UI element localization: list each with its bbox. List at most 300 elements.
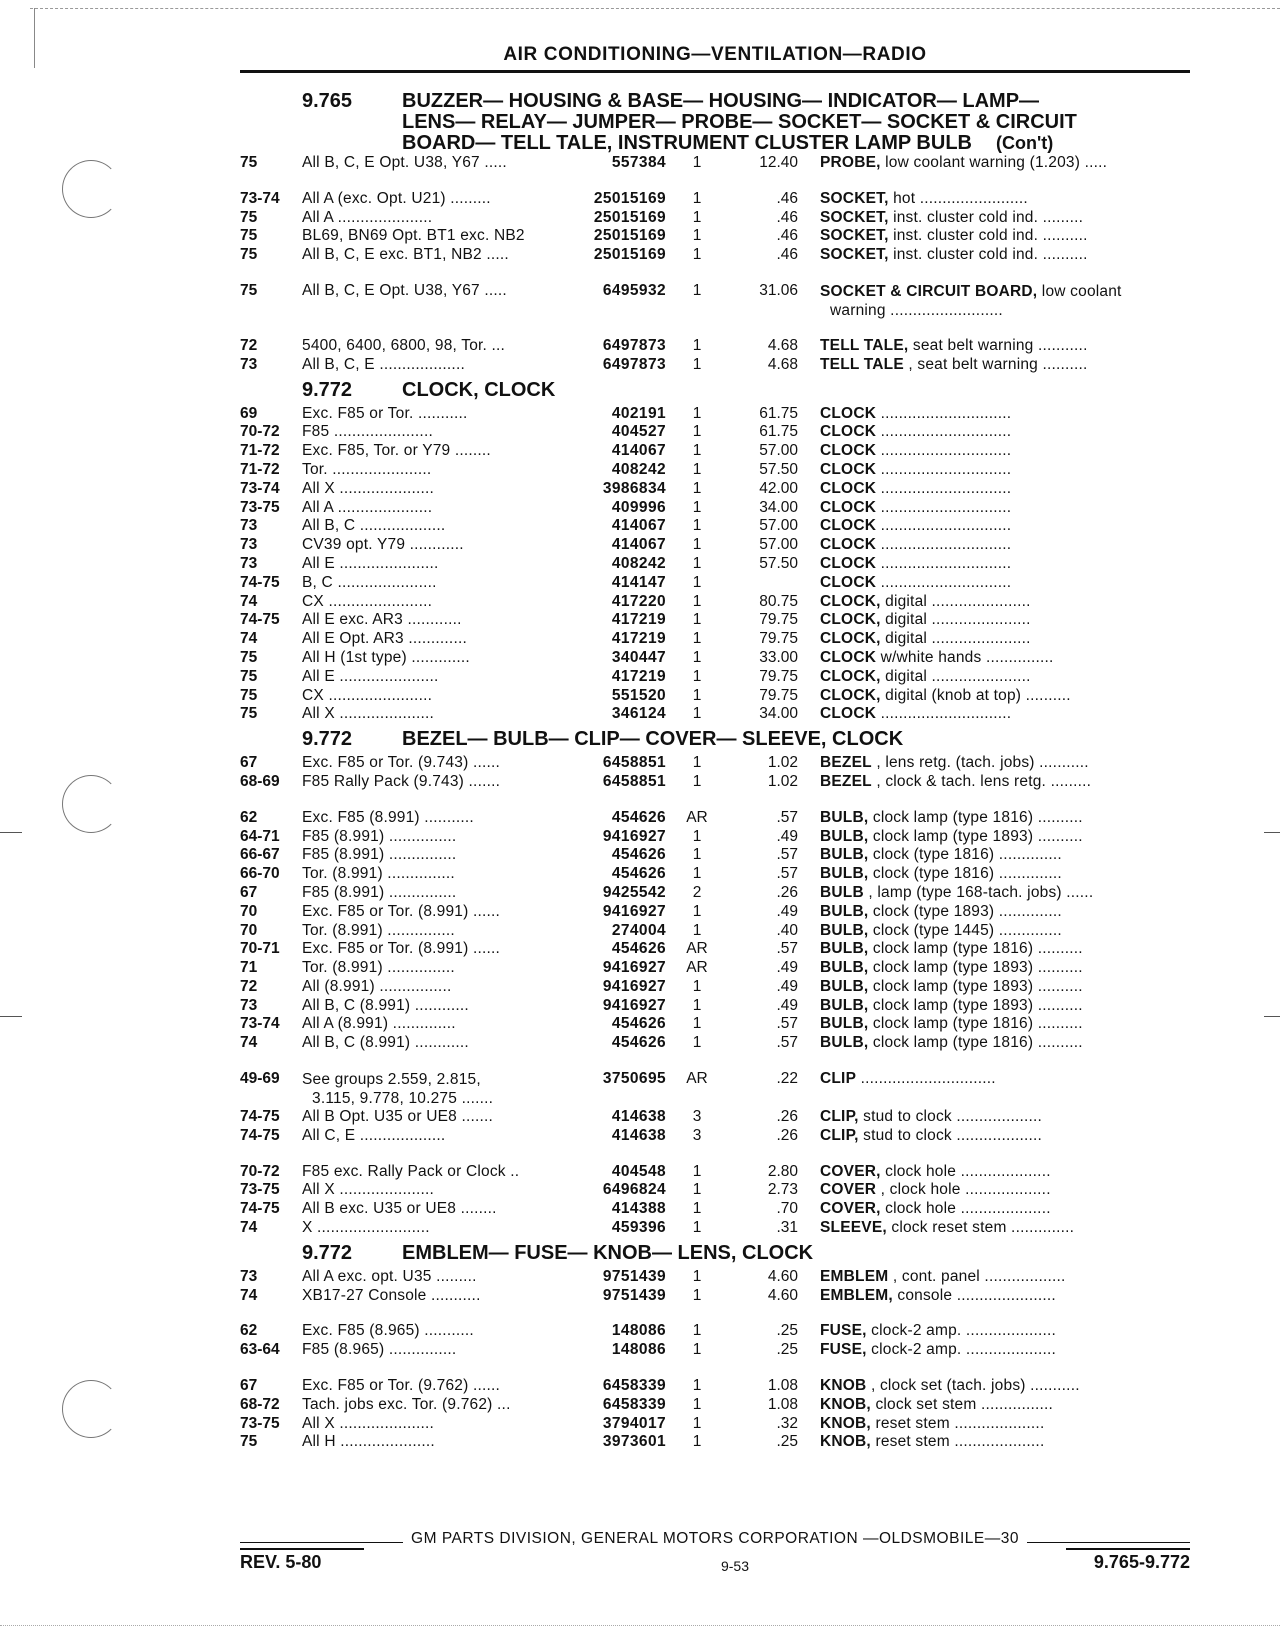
application xyxy=(302,209,570,228)
part-detail: , seat belt warning .......... xyxy=(903,355,1088,373)
model-year: 70-72 xyxy=(240,423,280,441)
table-row xyxy=(240,865,1190,884)
application xyxy=(302,1200,570,1219)
part-name: KNOB, xyxy=(820,1414,871,1432)
price: .40 xyxy=(776,921,798,939)
price xyxy=(716,574,798,593)
table-row xyxy=(240,190,1190,209)
price: .31 xyxy=(776,1219,798,1237)
block-spacer xyxy=(240,1305,1190,1322)
part-detail: reset stem .................... xyxy=(870,1433,1045,1451)
part-name: CLOCK, xyxy=(820,686,881,704)
quantity: 1 xyxy=(692,686,702,704)
part-number: 3986834 xyxy=(602,479,666,497)
quantity: 1 xyxy=(692,846,702,864)
group-number: 9.772 xyxy=(302,378,353,401)
table-row xyxy=(240,1268,1190,1287)
quantity: 1 xyxy=(692,1267,702,1285)
part-number: 417219 xyxy=(611,667,666,685)
part-detail: , lamp (type 168-tach. jobs) ...... xyxy=(863,883,1094,901)
quantity: 1 xyxy=(692,592,702,610)
description xyxy=(798,1396,1172,1415)
continued-label: (Con't) xyxy=(995,133,1054,153)
quantity: 1 xyxy=(692,827,702,845)
description xyxy=(798,1181,1172,1200)
part-name: CLOCK xyxy=(820,442,877,460)
part-detail: clock lamp (type 1893) .......... xyxy=(868,977,1083,995)
application-text: Exc. F85 or Tor. (8.991) ...... xyxy=(302,940,501,958)
part-name: KNOB, xyxy=(820,1395,871,1413)
description xyxy=(798,1377,1172,1396)
quantity: 1 xyxy=(692,554,702,572)
description xyxy=(798,1034,1172,1053)
application xyxy=(302,1181,570,1200)
application-text: F85 exc. Rally Pack or Clock .. xyxy=(302,1162,520,1180)
application xyxy=(302,1163,570,1182)
model-year: 73-75 xyxy=(240,1414,280,1432)
model-year: 73 xyxy=(240,517,258,535)
description xyxy=(798,356,1172,375)
table-row xyxy=(240,773,1190,792)
model-year: 71 xyxy=(240,959,258,977)
application xyxy=(302,649,570,668)
table-row xyxy=(240,630,1190,649)
table-row xyxy=(240,593,1190,612)
description xyxy=(798,154,1172,173)
description xyxy=(798,499,1172,518)
description xyxy=(798,337,1172,356)
application-text: All B, C ................... xyxy=(302,517,446,535)
application-text: Exc. F85 or Tor. (9.762) ...... xyxy=(302,1377,501,1395)
model-year: 68-69 xyxy=(240,772,280,790)
part-number: 454626 xyxy=(611,1015,666,1033)
description xyxy=(798,574,1172,593)
application-text: Tor. (8.991) ............... xyxy=(302,865,455,883)
part-detail: console ...................... xyxy=(892,1286,1056,1304)
part-detail: clock lamp (type 1816) .......... xyxy=(868,1034,1083,1052)
description xyxy=(798,884,1172,903)
table-row xyxy=(240,1341,1190,1360)
quantity: AR xyxy=(686,808,708,826)
part-detail: clock-2 amp. .................... xyxy=(866,1341,1057,1359)
part-detail: digital ...................... xyxy=(880,630,1031,648)
model-year: 73-74 xyxy=(240,189,280,207)
quantity: 1 xyxy=(692,1286,702,1304)
part-number: 409996 xyxy=(611,498,666,516)
part-number: 6458339 xyxy=(602,1377,666,1395)
application xyxy=(302,1433,570,1452)
part-number: 6458851 xyxy=(602,754,666,772)
application xyxy=(302,865,570,884)
section-title: AIR CONDITIONING—VENTILATION—RADIO xyxy=(503,44,927,65)
table-row xyxy=(240,687,1190,706)
model-year: 75 xyxy=(240,648,258,666)
part-number: 414147 xyxy=(611,573,666,591)
price: 79.75 xyxy=(759,611,798,629)
price: .46 xyxy=(776,246,798,264)
part-detail: clock lamp (type 1816) .......... xyxy=(868,1015,1083,1033)
part-number: 6497873 xyxy=(602,336,666,354)
part-name: BULB, xyxy=(820,921,869,939)
description xyxy=(798,773,1172,792)
price: .57 xyxy=(776,1034,798,1052)
application-text: All B exc. U35 or UE8 ........ xyxy=(302,1200,497,1218)
model-year: 74-75 xyxy=(240,1126,280,1144)
model-year: 70 xyxy=(240,902,258,920)
application xyxy=(302,1219,570,1238)
group-heading xyxy=(240,1238,1190,1268)
part-detail: , clock set (tach. jobs) ........... xyxy=(866,1377,1080,1395)
part-name: CLIP, xyxy=(820,1126,859,1144)
price: 80.75 xyxy=(759,592,798,610)
part-name: SOCKET & CIRCUIT BOARD, xyxy=(820,282,1038,300)
description xyxy=(798,1415,1172,1434)
part-name: BULB, xyxy=(820,959,869,977)
part-detail: digital ...................... xyxy=(880,592,1031,610)
block-spacer xyxy=(240,1053,1190,1070)
part-number: 148086 xyxy=(611,1322,666,1340)
model-year: 75 xyxy=(240,208,258,226)
part-name: COVER, xyxy=(820,1200,881,1218)
part-detail: clock hole .................... xyxy=(880,1200,1051,1218)
footer-line xyxy=(240,1530,1190,1548)
description xyxy=(798,1200,1172,1219)
description xyxy=(798,461,1172,480)
application-text: All B, C, E ................... xyxy=(302,355,465,373)
model-year: 75 xyxy=(240,667,258,685)
part-name: CLOCK xyxy=(820,648,877,666)
application xyxy=(302,668,570,687)
application-text: All H (1st type) ............. xyxy=(302,648,470,666)
part-number: 402191 xyxy=(611,404,666,422)
group-range: 9.765-9.772 xyxy=(1066,1548,1190,1573)
part-number: 6458339 xyxy=(602,1395,666,1413)
catalog-page xyxy=(240,42,1190,1452)
model-year: 70 xyxy=(240,921,258,939)
quantity: 1 xyxy=(692,355,702,373)
quantity: 3 xyxy=(692,1126,702,1144)
application xyxy=(302,630,570,649)
part-detail: clock lamp (type 1816) .......... xyxy=(868,808,1083,826)
quantity: 1 xyxy=(692,517,702,535)
table-row xyxy=(240,1322,1190,1341)
part-number: 25015169 xyxy=(593,208,666,226)
part-number: 414067 xyxy=(611,517,666,535)
part-number: 9416927 xyxy=(602,827,666,845)
price: .46 xyxy=(776,227,798,245)
table-row xyxy=(240,1219,1190,1238)
price: .49 xyxy=(776,977,798,995)
table-row xyxy=(240,405,1190,424)
parts-table xyxy=(240,754,1190,1238)
quantity: 1 xyxy=(692,442,702,460)
application-text: All B, C (8.991) ............ xyxy=(302,996,469,1014)
part-detail: stud to clock ................... xyxy=(858,1126,1043,1144)
application xyxy=(302,846,570,865)
quantity: 1 xyxy=(692,1322,702,1340)
application-text: Exc. F85, Tor. or Y79 ........ xyxy=(302,442,491,460)
description xyxy=(798,480,1172,499)
price: .26 xyxy=(776,1126,798,1144)
model-year: 75 xyxy=(240,1433,258,1451)
page-footer xyxy=(240,1530,1190,1574)
part-name: SOCKET, xyxy=(820,208,889,226)
description xyxy=(798,1219,1172,1238)
application-text: F85 Rally Pack (9.743) ....... xyxy=(302,772,501,790)
table-row xyxy=(240,997,1190,1016)
application-text: All A ..................... xyxy=(302,208,433,226)
part-detail-cont: warning ......................... xyxy=(830,301,1003,319)
description xyxy=(798,555,1172,574)
model-year: 73-74 xyxy=(240,1015,280,1033)
part-name: CLOCK xyxy=(820,404,877,422)
table-row xyxy=(240,809,1190,828)
price: 1.08 xyxy=(767,1377,798,1395)
application-text: CX ....................... xyxy=(302,592,433,610)
price: 57.00 xyxy=(759,536,798,554)
application-text: See groups 2.559, 2.815, xyxy=(302,1071,481,1089)
application xyxy=(302,555,570,574)
description xyxy=(798,705,1172,724)
application-text: Exc. F85 (8.991) ........... xyxy=(302,808,474,826)
part-name: SLEEVE, xyxy=(820,1219,887,1237)
part-detail: , clock & tach. lens retg. ......... xyxy=(871,772,1092,790)
application xyxy=(302,442,570,461)
model-year: 66-67 xyxy=(240,846,280,864)
table-row xyxy=(240,1377,1190,1396)
description xyxy=(798,959,1172,978)
table-row xyxy=(240,1015,1190,1034)
quantity: 1 xyxy=(692,705,702,723)
description xyxy=(798,630,1172,649)
table-row xyxy=(240,423,1190,442)
part-detail: reset stem .................... xyxy=(870,1414,1045,1432)
part-number: 417219 xyxy=(611,630,666,648)
part-name: BULB, xyxy=(820,940,869,958)
model-year: 67 xyxy=(240,754,258,772)
part-detail: , lens retg. (tach. jobs) ........... xyxy=(871,754,1089,772)
part-number: 414067 xyxy=(611,442,666,460)
model-year: 73 xyxy=(240,355,258,373)
quantity: 1 xyxy=(692,498,702,516)
part-detail: ............................. xyxy=(876,554,1012,572)
application xyxy=(302,227,570,246)
quantity: 1 xyxy=(692,246,702,264)
application xyxy=(302,1341,570,1360)
part-number: 9425542 xyxy=(602,883,666,901)
quantity: 1 xyxy=(692,1395,702,1413)
table-row xyxy=(240,828,1190,847)
description xyxy=(798,649,1172,668)
part-name: COVER xyxy=(820,1181,877,1199)
scan-edge-bottom xyxy=(0,1625,1280,1626)
table-row xyxy=(240,922,1190,941)
quantity: 1 xyxy=(692,865,702,883)
margin-tick xyxy=(0,1016,22,1017)
application xyxy=(302,282,570,320)
quantity: AR xyxy=(686,959,708,977)
application-text: All A (8.991) .............. xyxy=(302,1015,456,1033)
part-name: BULB, xyxy=(820,977,869,995)
model-year: 62 xyxy=(240,1322,258,1340)
quantity: 1 xyxy=(692,336,702,354)
application-text-cont: 3.115, 9.778, 10.275 ....... xyxy=(312,1090,494,1108)
price: .26 xyxy=(776,883,798,901)
group-heading xyxy=(240,91,1190,154)
part-name: CLIP xyxy=(820,1070,857,1088)
price: 2.73 xyxy=(767,1181,798,1199)
table-row xyxy=(240,1108,1190,1127)
part-detail: clock lamp (type 1893) .......... xyxy=(868,959,1083,977)
quantity: 1 xyxy=(692,996,702,1014)
part-detail: clock lamp (type 1816) .......... xyxy=(868,940,1083,958)
quantity: 1 xyxy=(692,1034,702,1052)
application-text: CX ....................... xyxy=(302,686,433,704)
part-name: BULB, xyxy=(820,827,869,845)
model-year: 63-64 xyxy=(240,1341,280,1359)
punch-hole-middle xyxy=(62,775,120,833)
table-row xyxy=(240,1181,1190,1200)
header-rule xyxy=(240,70,1190,73)
parts-table xyxy=(240,405,1190,725)
description xyxy=(798,828,1172,847)
part-name: CLOCK xyxy=(820,423,877,441)
price: .22 xyxy=(776,1070,798,1088)
part-number: 9416927 xyxy=(602,996,666,1014)
table-row xyxy=(240,754,1190,773)
application-text: All X ..................... xyxy=(302,479,435,497)
price: .49 xyxy=(776,996,798,1014)
price: 1.02 xyxy=(767,754,798,772)
application xyxy=(302,922,570,941)
price: .25 xyxy=(776,1433,798,1451)
quantity: 1 xyxy=(692,772,702,790)
part-name: CLOCK, xyxy=(820,667,881,685)
part-name: BULB, xyxy=(820,1015,869,1033)
part-number: 3750695 xyxy=(602,1070,666,1088)
description xyxy=(798,997,1172,1016)
application xyxy=(302,754,570,773)
application xyxy=(302,593,570,612)
price: .49 xyxy=(776,827,798,845)
table-row xyxy=(240,356,1190,375)
model-year: 72 xyxy=(240,336,258,354)
application xyxy=(302,997,570,1016)
part-detail: stud to clock ................... xyxy=(858,1108,1043,1126)
application xyxy=(302,356,570,375)
description xyxy=(798,190,1172,209)
block-spacer xyxy=(240,1360,1190,1377)
table-row xyxy=(240,940,1190,959)
description xyxy=(798,442,1172,461)
footer-bottom xyxy=(240,1548,1190,1574)
group-heading xyxy=(240,724,1190,754)
table-row xyxy=(240,480,1190,499)
description xyxy=(798,922,1172,941)
description xyxy=(798,809,1172,828)
quantity: 1 xyxy=(692,208,702,226)
description xyxy=(798,1268,1172,1287)
model-year: 68-72 xyxy=(240,1395,280,1413)
part-number: 417219 xyxy=(611,611,666,629)
model-year: 62 xyxy=(240,808,258,826)
table-row xyxy=(240,705,1190,724)
price: 4.60 xyxy=(767,1267,798,1285)
part-number: 414388 xyxy=(611,1200,666,1218)
block-spacer xyxy=(240,792,1190,809)
part-name: FUSE, xyxy=(820,1322,867,1340)
part-number: 408242 xyxy=(611,460,666,478)
part-name: BULB, xyxy=(820,808,869,826)
part-detail: clock reset stem .............. xyxy=(886,1219,1075,1237)
group-title: EMBLEM— FUSE— KNOB— LENS, CLOCK xyxy=(402,1241,814,1264)
part-detail: clock (type 1445) .............. xyxy=(868,921,1062,939)
application xyxy=(302,461,570,480)
quantity: 1 xyxy=(692,902,702,920)
table-row xyxy=(240,1200,1190,1219)
block-spacer xyxy=(240,265,1190,282)
application xyxy=(302,1287,570,1306)
application-text: All A exc. opt. U35 ......... xyxy=(302,1267,477,1285)
part-detail: ............................. xyxy=(876,479,1012,497)
part-name: EMBLEM, xyxy=(820,1286,893,1304)
price: 31.06 xyxy=(759,281,798,299)
description xyxy=(798,940,1172,959)
quantity: 1 xyxy=(692,977,702,995)
description xyxy=(798,209,1172,228)
description xyxy=(798,593,1172,612)
table-row xyxy=(240,536,1190,555)
table-row xyxy=(240,1287,1190,1306)
part-number: 459396 xyxy=(611,1219,666,1237)
application xyxy=(302,423,570,442)
application xyxy=(302,1127,570,1146)
application xyxy=(302,705,570,724)
price: 34.00 xyxy=(759,498,798,516)
part-name: KNOB, xyxy=(820,1433,871,1451)
part-number: 408242 xyxy=(611,554,666,572)
model-year: 75 xyxy=(240,686,258,704)
description xyxy=(798,246,1172,265)
model-year: 71-72 xyxy=(240,460,280,478)
description xyxy=(798,978,1172,997)
part-name: BULB, xyxy=(820,996,869,1014)
part-name: CLOCK xyxy=(820,479,877,497)
price: .57 xyxy=(776,846,798,864)
model-year: 67 xyxy=(240,1377,258,1395)
parts-table xyxy=(240,154,1190,375)
part-number: 404548 xyxy=(611,1162,666,1180)
part-detail: digital (knob at top) .......... xyxy=(880,686,1071,704)
model-year: 74 xyxy=(240,592,258,610)
group-heading xyxy=(240,375,1190,405)
price: .57 xyxy=(776,1015,798,1033)
group-number: 9.765 xyxy=(302,90,353,112)
part-number: 454626 xyxy=(611,940,666,958)
model-year: 70-71 xyxy=(240,940,280,958)
quantity: 1 xyxy=(692,423,702,441)
application xyxy=(302,959,570,978)
table-row xyxy=(240,1433,1190,1452)
description xyxy=(798,668,1172,687)
description xyxy=(798,846,1172,865)
revision-label: REV. 5-80 xyxy=(240,1548,364,1573)
price: 61.75 xyxy=(759,404,798,422)
part-number: 346124 xyxy=(611,705,666,723)
description xyxy=(798,1127,1172,1146)
margin-tick xyxy=(1264,832,1280,833)
punch-hole-bottom xyxy=(62,1380,120,1438)
